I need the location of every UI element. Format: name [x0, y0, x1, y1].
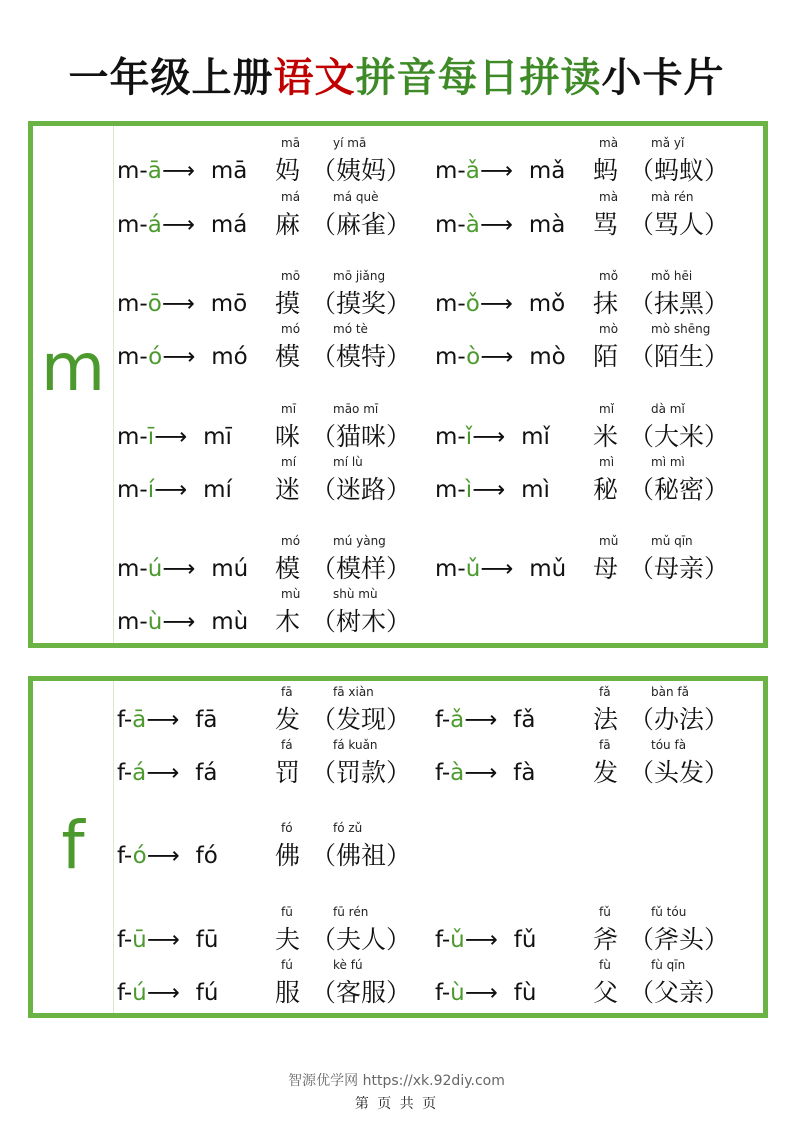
joiner: -	[441, 760, 451, 786]
result-syllable: má	[210, 212, 248, 238]
character-pinyin: mí	[281, 455, 297, 469]
joiner: -	[457, 556, 466, 582]
example-word: （秘密）	[629, 475, 730, 504]
joiner: -	[123, 760, 133, 786]
spelling-formula	[117, 704, 217, 736]
joiner: -	[139, 609, 148, 635]
joiner: -	[139, 556, 148, 582]
result-syllable: mā	[210, 158, 248, 184]
example-word: （迷路）	[311, 475, 412, 504]
example-word: （麻雀）	[311, 210, 412, 239]
toned-vowel: á	[132, 760, 147, 786]
result-syllable: mó	[211, 344, 248, 370]
initial-consonant: f	[117, 843, 124, 869]
word-pinyin: bàn fǎ	[651, 685, 689, 699]
toned-vowel: ǔ	[465, 556, 481, 582]
hanzi-character: 夫	[275, 925, 301, 954]
spelling-formula	[435, 757, 535, 789]
hanzi-character: 发	[593, 758, 619, 787]
toned-vowel: ó	[148, 344, 163, 370]
initial-consonant: m	[435, 477, 458, 503]
word-pinyin: yí mā	[333, 136, 367, 150]
toned-vowel: ū	[132, 927, 147, 953]
joiner: -	[457, 424, 466, 450]
joiner: -	[441, 927, 451, 953]
character-pinyin: mǐ	[599, 402, 615, 416]
result-syllable: fā	[195, 707, 218, 733]
result-syllable: mú	[211, 556, 249, 582]
initial-consonant: f	[435, 707, 442, 733]
arrow-icon: ⟶	[472, 477, 506, 503]
joiner: -	[139, 477, 148, 503]
spelling-formula	[435, 924, 536, 956]
spelling-formula	[435, 553, 566, 585]
character-pinyin: fā	[599, 738, 611, 752]
result-syllable: mō	[210, 291, 248, 317]
character-pinyin: mō	[281, 269, 301, 283]
spelling-formula	[117, 421, 232, 453]
joiner: -	[457, 212, 466, 238]
hanzi-character: 斧	[593, 925, 619, 954]
word-pinyin: mó tè	[333, 322, 368, 336]
character-pinyin: mà	[599, 136, 619, 150]
result-syllable: mǎ	[528, 158, 566, 184]
example-word: （罚款）	[311, 758, 412, 787]
word-pinyin: kè fú	[333, 958, 363, 972]
arrow-icon: ⟶	[479, 158, 513, 184]
spelling-formula	[435, 704, 535, 736]
spelling-formula	[117, 209, 247, 241]
joiner: -	[139, 158, 148, 184]
arrow-icon: ⟶	[146, 980, 180, 1006]
toned-vowel: ù	[147, 609, 163, 635]
spelling-formula	[117, 341, 248, 373]
word-pinyin: shù mù	[333, 587, 378, 601]
initial-consonant: f	[435, 927, 442, 953]
toned-vowel: ā	[132, 707, 147, 733]
toned-vowel: à	[450, 760, 465, 786]
result-syllable: mǐ	[521, 424, 550, 450]
joiner: -	[123, 707, 133, 733]
initial-letter: f	[61, 807, 85, 884]
initial-letter: m	[40, 329, 106, 406]
toned-vowel: ō	[147, 291, 162, 317]
example-word: （头发）	[629, 758, 730, 787]
character-pinyin: mā	[281, 136, 301, 150]
initial-consonant: m	[117, 158, 140, 184]
toned-vowel: á	[147, 212, 162, 238]
initial-column	[33, 681, 114, 1013]
joiner: -	[457, 291, 466, 317]
arrow-icon: ⟶	[146, 707, 180, 733]
footer-source: 智源优学网 https://xk.92diy.com	[288, 1073, 505, 1089]
arrow-icon: ⟶	[161, 291, 195, 317]
joiner: -	[139, 212, 148, 238]
initial-consonant: m	[117, 609, 140, 635]
hanzi-character: 佛	[275, 841, 301, 870]
title-part2: 语文	[273, 54, 356, 101]
word-pinyin: má què	[333, 190, 379, 204]
joiner: -	[457, 344, 467, 370]
result-syllable: mù	[211, 609, 249, 635]
spelling-formula	[117, 288, 247, 320]
title-part3: 拼音每日拼读	[355, 54, 602, 101]
title-part4: 小卡片	[601, 54, 725, 101]
initial-consonant: m	[117, 212, 140, 238]
joiner: -	[457, 158, 466, 184]
toned-vowel: ó	[132, 843, 147, 869]
initial-consonant: m	[117, 424, 140, 450]
word-pinyin: mō jiǎng	[333, 269, 386, 283]
toned-vowel: ù	[450, 980, 465, 1006]
arrow-icon: ⟶	[162, 609, 196, 635]
example-word: （模样）	[311, 554, 412, 583]
word-pinyin: dà mǐ	[651, 402, 685, 416]
example-word: （猫咪）	[311, 422, 412, 451]
hanzi-character: 母	[593, 554, 619, 583]
arrow-icon: ⟶	[464, 707, 498, 733]
joiner: -	[457, 477, 466, 503]
hanzi-character: 咪	[275, 422, 301, 451]
spelling-formula	[435, 341, 566, 373]
arrow-icon: ⟶	[479, 291, 513, 317]
example-word: （大米）	[629, 422, 730, 451]
arrow-icon: ⟶	[161, 212, 195, 238]
hanzi-character: 父	[593, 978, 619, 1007]
word-pinyin: mǎ yǐ	[651, 136, 685, 150]
result-syllable: fǔ	[513, 927, 537, 953]
arrow-icon: ⟶	[146, 927, 180, 953]
example-word: （摸奖）	[311, 289, 412, 318]
spelling-formula	[117, 977, 218, 1009]
toned-vowel: ī	[147, 424, 155, 450]
footer-page: 第 页 共 页	[354, 1096, 439, 1112]
hanzi-character: 模	[275, 342, 301, 371]
character-pinyin: mì	[599, 455, 615, 469]
result-syllable: mī	[203, 424, 232, 450]
example-word: （姨妈）	[311, 156, 412, 185]
character-pinyin: mó	[281, 322, 301, 336]
initial-consonant: m	[117, 291, 140, 317]
toned-vowel: à	[465, 212, 480, 238]
hanzi-character: 骂	[593, 210, 619, 239]
word-pinyin: fó zǔ	[333, 821, 363, 835]
spelling-formula	[117, 840, 218, 872]
hanzi-character: 秘	[593, 475, 619, 504]
character-pinyin: mǔ	[599, 534, 619, 548]
result-syllable: fà	[513, 760, 536, 786]
card-f	[28, 676, 768, 1018]
toned-vowel: ǔ	[450, 927, 465, 953]
word-pinyin: mǔ qīn	[651, 534, 693, 548]
result-syllable: mǔ	[529, 556, 567, 582]
example-word: （母亲）	[629, 554, 730, 583]
result-syllable: mò	[529, 344, 566, 370]
arrow-icon: ⟶	[161, 158, 195, 184]
word-pinyin: māo mī	[333, 402, 379, 416]
character-pinyin: fù	[599, 958, 611, 972]
word-pinyin: mú yàng	[333, 534, 386, 548]
card-m	[28, 121, 768, 648]
spelling-formula	[435, 209, 565, 241]
hanzi-character: 妈	[275, 156, 301, 185]
hanzi-character: 蚂	[593, 156, 619, 185]
initial-consonant: m	[117, 477, 140, 503]
spelling-formula	[117, 924, 218, 956]
initial-consonant: f	[117, 707, 124, 733]
word-pinyin: fù qīn	[651, 958, 686, 972]
hanzi-character: 迷	[275, 475, 301, 504]
word-pinyin: fā xiàn	[333, 685, 374, 699]
joiner: -	[123, 927, 133, 953]
character-pinyin: má	[281, 190, 301, 204]
toned-vowel: ǒ	[465, 291, 480, 317]
arrow-icon: ⟶	[162, 344, 196, 370]
example-word: （抹黑）	[629, 289, 730, 318]
character-pinyin: fǔ	[599, 905, 611, 919]
initial-consonant: f	[117, 980, 124, 1006]
initial-consonant: m	[435, 212, 458, 238]
character-pinyin: fá	[281, 738, 293, 752]
title-part1: 一年级上册	[68, 54, 274, 101]
initial-consonant: m	[435, 291, 458, 317]
word-pinyin: mǒ hēi	[651, 269, 693, 283]
joiner: -	[441, 707, 451, 733]
example-word: （陌生）	[629, 342, 730, 371]
hanzi-character: 模	[275, 554, 301, 583]
hanzi-character: 麻	[275, 210, 301, 239]
result-syllable: fū	[195, 927, 219, 953]
result-syllable: fú	[195, 980, 219, 1006]
arrow-icon: ⟶	[479, 212, 513, 238]
arrow-icon: ⟶	[162, 556, 196, 582]
example-word: （斧头）	[629, 925, 730, 954]
arrow-icon: ⟶	[146, 760, 180, 786]
initial-consonant: m	[117, 344, 140, 370]
arrow-icon: ⟶	[472, 424, 506, 450]
character-pinyin: mǒ	[599, 269, 619, 283]
initial-consonant: m	[435, 344, 458, 370]
character-pinyin: fó	[281, 821, 293, 835]
initial-consonant: f	[117, 760, 124, 786]
initial-consonant: f	[117, 927, 124, 953]
spelling-formula	[117, 474, 232, 506]
result-syllable: fù	[513, 980, 537, 1006]
word-pinyin: tóu fà	[651, 738, 687, 752]
result-syllable: fá	[195, 760, 218, 786]
example-word: （父亲）	[629, 978, 730, 1007]
toned-vowel: ú	[147, 556, 163, 582]
character-pinyin: fǎ	[599, 685, 611, 699]
result-syllable: mí	[203, 477, 232, 503]
spelling-formula	[117, 155, 247, 187]
arrow-icon: ⟶	[146, 843, 180, 869]
toned-vowel: ǎ	[465, 158, 480, 184]
hanzi-character: 法	[593, 705, 619, 734]
character-pinyin: mó	[281, 534, 301, 548]
initial-consonant: f	[435, 760, 442, 786]
result-syllable: fǎ	[513, 707, 536, 733]
word-pinyin: fǔ tóu	[651, 905, 687, 919]
spelling-formula	[435, 288, 565, 320]
example-word: （蚂蚁）	[629, 156, 730, 185]
result-syllable: mà	[528, 212, 566, 238]
joiner: -	[139, 344, 149, 370]
page-title	[0, 52, 793, 104]
word-pinyin: mí lù	[333, 455, 363, 469]
hanzi-character: 服	[275, 978, 301, 1007]
word-pinyin: mì mì	[651, 455, 685, 469]
hanzi-character: 木	[275, 607, 301, 636]
joiner: -	[139, 291, 148, 317]
arrow-icon: ⟶	[154, 424, 188, 450]
hanzi-character: 罚	[275, 758, 301, 787]
toned-vowel: ā	[147, 158, 162, 184]
joiner: -	[123, 843, 133, 869]
example-word: （模特）	[311, 342, 412, 371]
toned-vowel: ǐ	[465, 424, 473, 450]
character-pinyin: fā	[281, 685, 293, 699]
hanzi-character: 抹	[593, 289, 619, 318]
example-word: （佛祖）	[311, 841, 412, 870]
character-pinyin: fú	[281, 958, 293, 972]
word-pinyin: mò shēng	[651, 322, 711, 336]
hanzi-character: 米	[593, 422, 619, 451]
hanzi-character: 摸	[275, 289, 301, 318]
example-word: （办法）	[629, 705, 730, 734]
toned-vowel: ò	[466, 344, 481, 370]
character-pinyin: fū	[281, 905, 293, 919]
result-syllable: mǒ	[528, 291, 566, 317]
character-pinyin: mù	[281, 587, 301, 601]
arrow-icon: ⟶	[480, 344, 514, 370]
initial-consonant: f	[435, 980, 442, 1006]
example-word: （发现）	[311, 705, 412, 734]
joiner: -	[441, 980, 451, 1006]
initial-column	[33, 126, 114, 643]
initial-consonant: m	[435, 556, 458, 582]
spelling-formula	[117, 606, 248, 638]
spelling-formula	[117, 553, 248, 585]
spelling-formula	[435, 155, 565, 187]
arrow-icon: ⟶	[464, 980, 498, 1006]
arrow-icon: ⟶	[154, 477, 188, 503]
hanzi-character: 陌	[593, 342, 619, 371]
joiner: -	[139, 424, 148, 450]
arrow-icon: ⟶	[464, 927, 498, 953]
spelling-formula	[435, 421, 550, 453]
example-word: （骂人）	[629, 210, 730, 239]
word-pinyin: fá kuǎn	[333, 738, 378, 752]
result-syllable: mì	[521, 477, 550, 503]
joiner: -	[123, 980, 133, 1006]
arrow-icon: ⟶	[480, 556, 514, 582]
example-word: （客服）	[311, 978, 412, 1007]
character-pinyin: mò	[599, 322, 619, 336]
initial-consonant: m	[435, 424, 458, 450]
initial-consonant: m	[117, 556, 140, 582]
spelling-formula	[117, 757, 217, 789]
spelling-formula	[435, 977, 536, 1009]
word-pinyin: fū rén	[333, 905, 369, 919]
character-pinyin: mà	[599, 190, 619, 204]
arrow-icon: ⟶	[464, 760, 498, 786]
toned-vowel: í	[147, 477, 155, 503]
spelling-formula	[435, 474, 550, 506]
toned-vowel: ǎ	[450, 707, 465, 733]
character-pinyin: mī	[281, 402, 297, 416]
example-word: （夫人）	[311, 925, 412, 954]
toned-vowel: ú	[132, 980, 147, 1006]
hanzi-character: 发	[275, 705, 301, 734]
toned-vowel: ì	[465, 477, 473, 503]
example-word: （树木）	[311, 607, 412, 636]
result-syllable: fó	[195, 843, 218, 869]
initial-consonant: m	[435, 158, 458, 184]
word-pinyin: mà rén	[651, 190, 694, 204]
